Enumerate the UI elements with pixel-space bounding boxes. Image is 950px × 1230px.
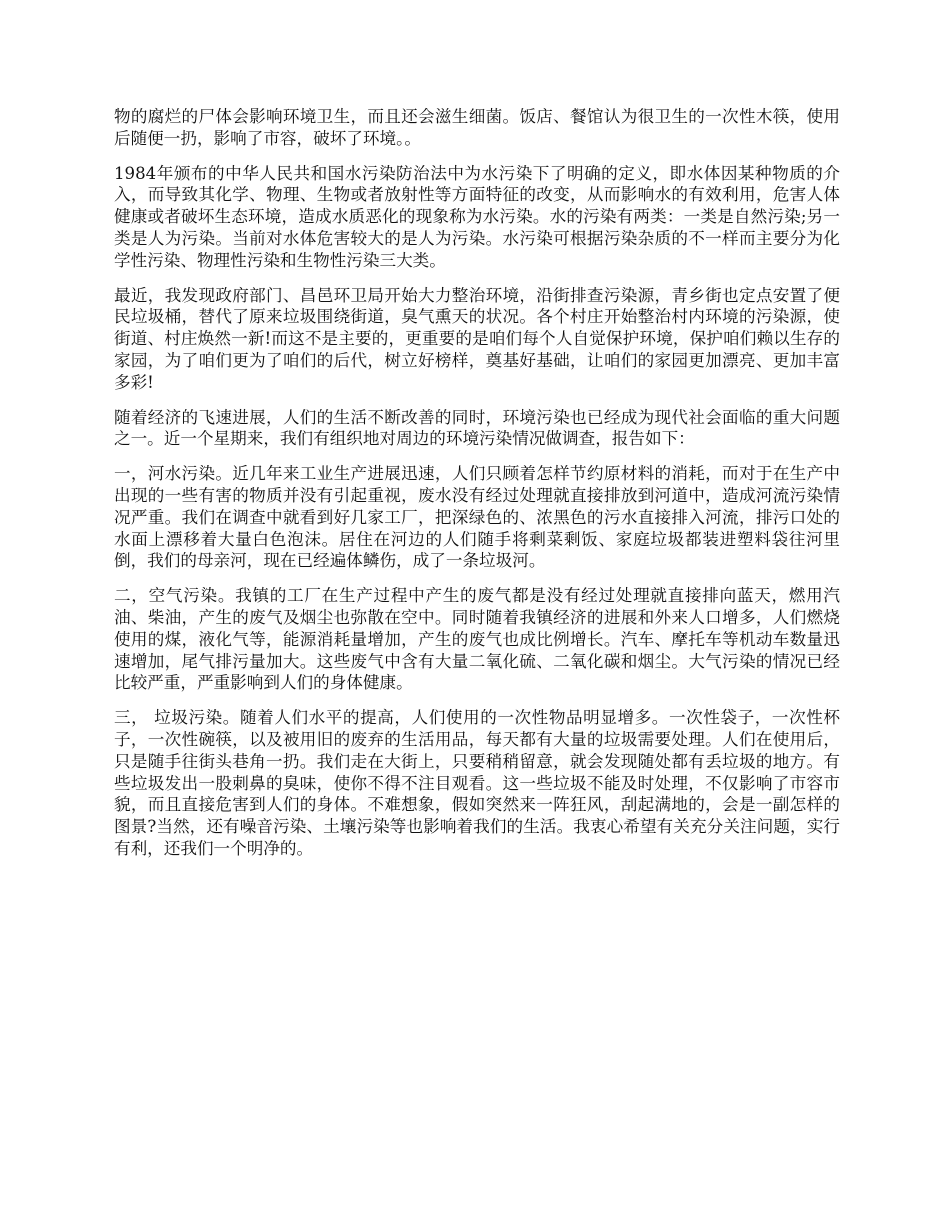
paragraph-6: 二，空气污染。我镇的工厂在生产过程中产生的废气都是没有经过处理就直接排向蓝天，燃用汽油、柴油，产生的废气及烟尘也弥散在空中。同时随着我镇经济的进展和外来人口增多，人们燃烧使用的煤，液化气等，能源消耗量增加，产生的废气也成比例增长。汽车、摩托车等机动车数量迅速增加，尾气排污量加大。这些废气中含有大量二氧化硫、二氧化碳和烟尘。大气污染的情况已经比较严重，严重影响到人们的身体健康。	[114, 586, 840, 693]
paragraph-4: 随着经济的飞速进展，人们的生活不断改善的同时，环境污染也已经成为现代社会面临的重大问题之一。近一个星期来，我们有组织地对周边的环境污染情况做调查，报告如下：	[114, 407, 840, 449]
paragraph-2: 1984年颁布的中华人民共和国水污染防治法中为水污染下了明确的定义，即水体因某种物质的介入，而导致其化学、物理、生物或者放射性等方面特征的改变，从而影响水的有效利用，危害人体健康或者破坏生态环境，造成水质恶化的现象称为水污染。水的污染有两类：一类是自然污染;另一类是人为污染。当前对水体危害较大的是人为污染。水污染可根据污染杂质的不一样而主要分为化学性污染、物理性污染和生物性污染三大类。	[114, 163, 840, 270]
paragraph-3: 最近，我发现政府部门、昌邑环卫局开始大力整治环境，沿街排查污染源，青乡街也定点安置了便民垃圾桶，替代了原来垃圾围绕街道，臭气熏天的状况。各个村庄开始整治村内环境的污染源，使街道、村庄焕然一新!而这不是主要的，更重要的是咱们每个人自觉保护环境，保护咱们赖以生存的家园，为了咱们更为了咱们的后代，树立好榜样，奠基好基础，让咱们的家园更加漂亮、更加丰富多彩!	[114, 285, 840, 392]
document-body	[114, 106, 840, 873]
paragraph-1: 物的腐烂的尸体会影响环境卫生，而且还会滋生细菌。饭店、餐馆认为很卫生的一次性木筷，使用后随便一扔，影响了市容，破坏了环境。。	[114, 107, 840, 148]
paragraph-7: 三， 垃圾污染。随着人们水平的提高，人们使用的一次性物品明显增多。一次性袋子，一次性杯子，一次性碗筷，以及被用旧的废弃的生活用品，每天都有大量的垃圾需要处理。人们在使用后，只是随手往街头巷角一扔。我们走在大街上，只要稍稍留意，就会发现随处都有丢垃圾的地方。有些垃圾发出一股刺鼻的臭味，使你不得不注目观看。这一些垃圾不能及时处理，不仅影响了市容市貌，而且直接危害到人们的身体。不难想象，假如突然来一阵狂风，刮起满地的，会是一副怎样的图景?当然，还有噪音污染、土壤污染等也影响着我们的生活。我衷心希望有关充分关注问题，实行有利，还我们一个明净的。	[114, 708, 840, 858]
paragraph-5: 一，河水污染。近几年来工业生产进展迅速，人们只顾着怎样节约原材料的消耗，而对于在生产中出现的一些有害的物质并没有引起重视，废水没有经过处理就直接排放到河道中，造成河流污染情况严重。我们在调查中就看到好几家工厂，把深绿色的、浓黑色的污水直接排入河流，排污口处的水面上漂移着大量白色泡沫。居住在河边的人们随手将剩菜剩饭、家庭垃圾都装进塑料袋往河里倒，我们的母亲河，现在已经遍体鳞伤，成了一条垃圾河。	[114, 464, 840, 571]
